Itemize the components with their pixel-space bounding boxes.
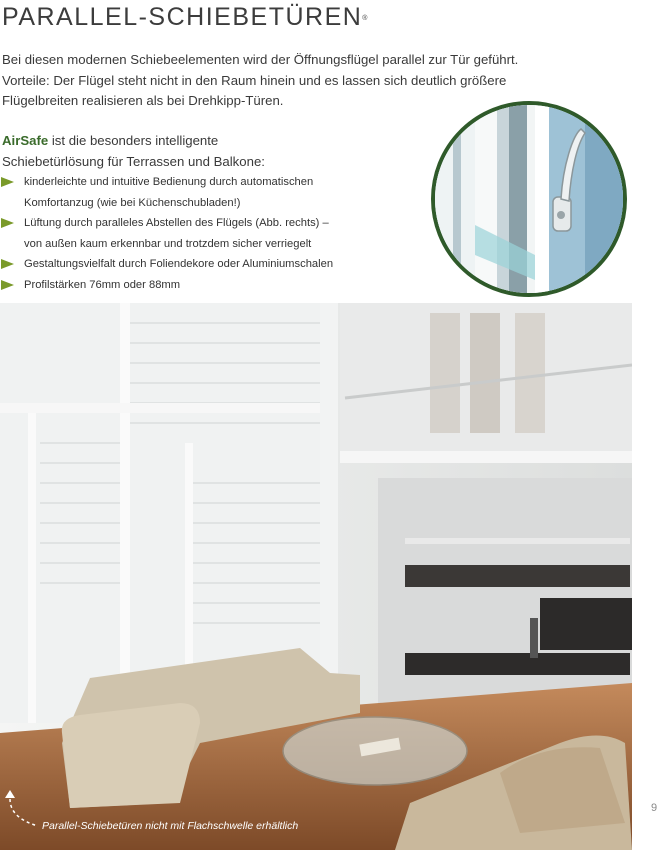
- arrow-icon: [1, 259, 14, 269]
- photo-caption: Parallel-Schiebetüren nicht mit Flachschwelle erhältlich: [42, 820, 299, 832]
- arrow-icon: [1, 280, 14, 290]
- feature-text: kinderleichte und intuitive Bedienung durch automatischen: [24, 176, 314, 188]
- arrow-icon: [1, 218, 14, 228]
- feature-text: Gestaltungsvielfalt durch Foliendekore oder Aluminiumschalen: [24, 258, 334, 270]
- intro-line: Flügelbreiten realisieren als bei Drehkipp-Türen.: [2, 93, 284, 108]
- intro-line: Vorteile: Der Flügel steht nicht in den Raum hinein und es lassen sich deutlich größere: [2, 72, 507, 88]
- feature-item: [0, 254, 420, 275]
- feature-item-continuation: von außen kaum erkennbar und trotzdem sicher verriegelt: [24, 237, 312, 250]
- page-title: [2, 0, 367, 34]
- feature-item-continuation: Komfortanzug (wie bei Küchenschubladen!): [24, 196, 241, 209]
- page-number: 9: [651, 802, 658, 814]
- handle-detail-illustration: [435, 105, 627, 297]
- page-title-text: PARALLEL-SCHIEBETÜREN: [2, 3, 363, 31]
- airsafe-line-rest: ist die besonders intelligente: [48, 133, 219, 148]
- living-room-illustration: [0, 303, 632, 850]
- handle-detail-photo: [431, 101, 627, 297]
- arrow-up-icon: [4, 786, 44, 832]
- feature-item: [0, 275, 420, 296]
- feature-text: Lüftung durch paralleles Abstellen des Flügels (Abb. rechts) –: [24, 217, 329, 229]
- registered-mark: ®: [362, 15, 368, 22]
- arrow-icon: [1, 177, 14, 187]
- airsafe-line: [2, 131, 422, 152]
- feature-text: Profilstärken 76mm oder 88mm: [24, 278, 181, 291]
- feature-list: [0, 172, 420, 295]
- living-room-photo: [0, 303, 632, 850]
- feature-item: [0, 172, 420, 193]
- feature-item: [0, 213, 420, 234]
- intro-line: Bei diesen modernen Schiebeelementen wird der Öffnungsflügel parallel zur Tür geführt.: [2, 52, 519, 67]
- airsafe-line: Schiebetürlösung für Terrassen und Balkone:: [2, 153, 265, 169]
- airsafe-intro: [2, 131, 422, 172]
- airsafe-brand: AirSafe: [2, 133, 49, 148]
